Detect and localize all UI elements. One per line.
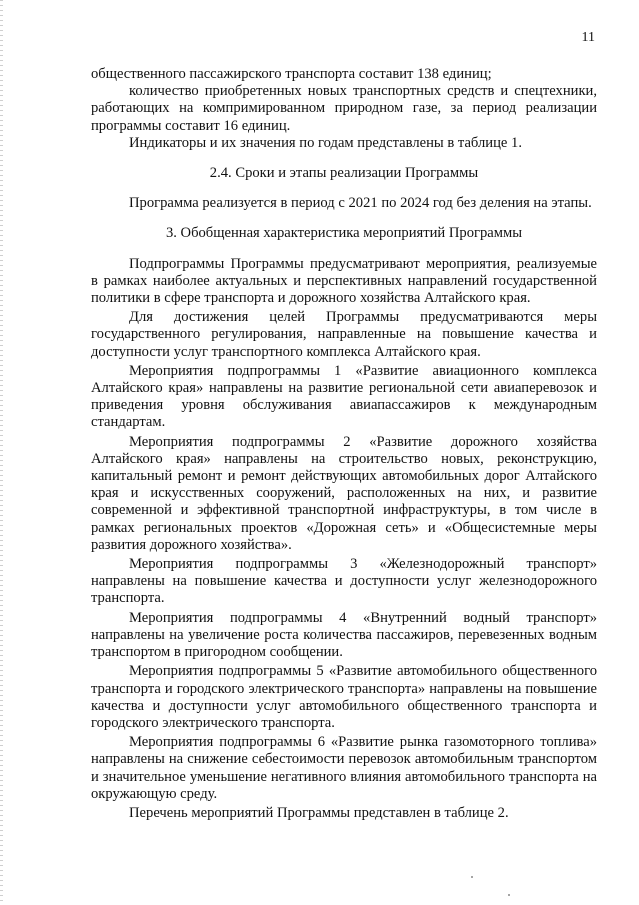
section-2-4-heading: 2.4. Сроки и этапы реализации Программы [209, 165, 479, 182]
scan-edge-marks [0, 0, 3, 905]
section-3-paragraph: Мероприятия подпрограммы 5 «Развитие автомобильного общественного транспорта и городского электрического транспорта» направлены на повышение качества и доступности услуг автомобильного общественного транспорта и городского электрического транспорта. [91, 663, 597, 731]
section-3-paragraph: Мероприятия подпрограммы 3 «Железнодорожный транспорт» направлены на повышение качества и доступности услуг железнодорожного транспорта. [91, 556, 597, 607]
section-2-4-text: Программа реализуется в период с 2021 по 2024 год без деления на этапы. [129, 195, 592, 212]
paragraph-indicators-ref: Индикаторы и их значения по годам представлены в таблице 1. [129, 134, 522, 151]
section-3-paragraph: Мероприятия подпрограммы 2 «Развитие дорожного хозяйства Алтайского края» направлены на строительство новых, реконструкцию, капитальный ремонт и ремонт действующих автомобильных дорог Алтайского края и искусственных сооружений, расположенных на них, и развитие современной и эффективной транспортной инфраструктуры, в том числе в рамках региональных проектов «Дорожная сеть» и «Общесистемные меры развития дорожного хозяйства». [91, 433, 597, 553]
scan-speck [471, 876, 473, 878]
section-3-heading: 3. Обобщенная характеристика мероприятий Программы [165, 225, 523, 242]
section-3-paragraph: Мероприятия подпрограммы 6 «Развитие рынка газомоторного топлива» направлены на снижение себестоимости перевозок автомобильным транспортом и значительное уменьшение негативного влияния автомобильного транспорта на окружающую среду. [91, 734, 597, 802]
paragraph-vehicles-count: количество приобретенных новых транспортных средств и спецтехники, работающих на компримированном природном газе, за период реализации программы составит 16 единиц. [91, 83, 597, 134]
section-3-paragraph: Мероприятия подпрограммы 1 «Развитие авиационного комплекса Алтайского края» направлены на развитие региональной сети авиаперевозок и приведения уровня обслуживания авиапассажиров к международным стандартам. [91, 362, 597, 431]
paragraph-continuation: общественного пассажирского транспорта составит 138 единиц; [91, 66, 492, 82]
page-number: 11 [581, 30, 595, 45]
section-3-paragraph: Мероприятия подпрограммы 4 «Внутренний водный транспорт» направлены на увеличение роста количества пассажиров, перевезенных водным транспортом в пригородном сообщении. [91, 609, 597, 661]
document-body [91, 66, 597, 822]
section-3-paragraph: Перечень мероприятий Программы представлен в таблице 2. [129, 804, 509, 821]
section-3-paragraph: Подпрограммы Программы предусматривают мероприятия, реализуемые в рамках наиболее актуальных и перспективных направлений государственной политики в сфере транспорта и дорожного хозяйства Алтайского края. [91, 255, 597, 307]
section-3-paragraph: Для достижения целей Программы предусматриваются меры государственного регулирования, направленные на повышение качества и доступности услуг транспортного комплекса Алтайского края. [91, 309, 597, 360]
scan-speck [508, 894, 510, 896]
